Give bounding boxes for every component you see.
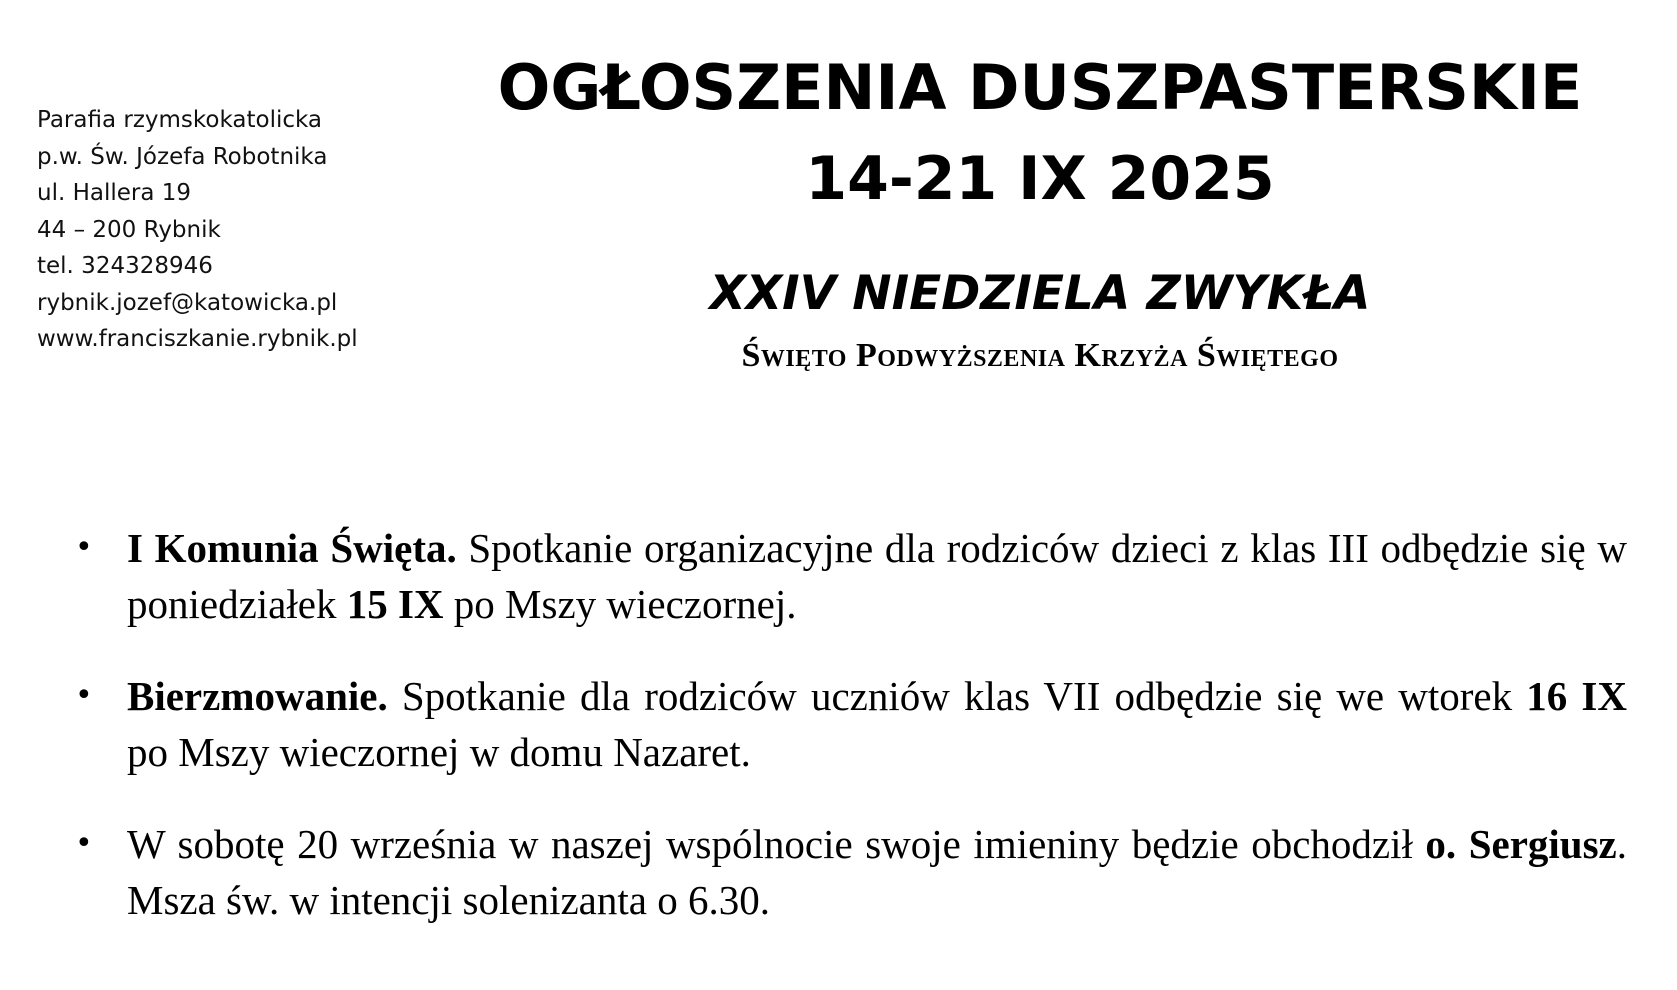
announcement-item [75, 520, 1627, 632]
bullet-icon: • [75, 530, 93, 565]
announcement-text: Spotkanie dla rodziców uczniów klas VII odbędzie się we wtorek [387, 673, 1527, 719]
feast-name: Święto Podwyższenia Krzyża Świętego [741, 337, 1339, 374]
announcement-text: po Mszy wieczornej w domu Nazaret. [127, 729, 751, 775]
announcement-heading: Bierzmowanie. [127, 673, 388, 719]
parish-city: 44 – 200 Rybnik [37, 216, 221, 243]
date-range: 14-21 IX 2025 [805, 144, 1275, 214]
announcement-date: 15 IX [346, 581, 444, 627]
announcement-item [75, 816, 1627, 928]
parish-website: www.franciszkanie.rybnik.pl [37, 326, 358, 352]
announcement-person: o. Sergiusz [1425, 821, 1617, 867]
bullet-icon: • [75, 678, 93, 713]
announcement-date: 16 IX [1526, 673, 1627, 719]
announcement-item [75, 668, 1627, 780]
announcement-text: . Msza św. w intencji solenizanta o 6.30. [127, 821, 1627, 923]
announcement-heading: I Komunia Święta. [127, 525, 457, 571]
parish-phone: tel. 324328946 [37, 253, 213, 279]
announcement-text: po Mszy wieczornej. [443, 581, 797, 627]
parish-name: Parafia rzymskokatolicka [37, 107, 323, 133]
parish-email: rybnik.jozef@katowicka.pl [37, 289, 338, 316]
announcement-text: W sobotę 20 września w naszej wspólnocie swoje imieniny będzie obchodził [127, 821, 1426, 867]
page-title: OGŁOSZENIA DUSZPASTERSKIE [497, 51, 1583, 124]
parish-street: ul. Hallera 19 [37, 180, 192, 206]
announcement-text: Spotkanie organizacyjne dla rodziców dzieci z klas III odbędzie się w poniedziałek [127, 525, 1627, 627]
parish-patron: p.w. Św. Józefa Robotnika [37, 143, 328, 170]
parish-contact-block [37, 102, 358, 358]
bullet-icon: • [75, 826, 93, 861]
liturgical-sunday: XXIV NIEDZIELA ZWYKŁA [709, 266, 1371, 321]
announcement-list [75, 520, 1627, 964]
